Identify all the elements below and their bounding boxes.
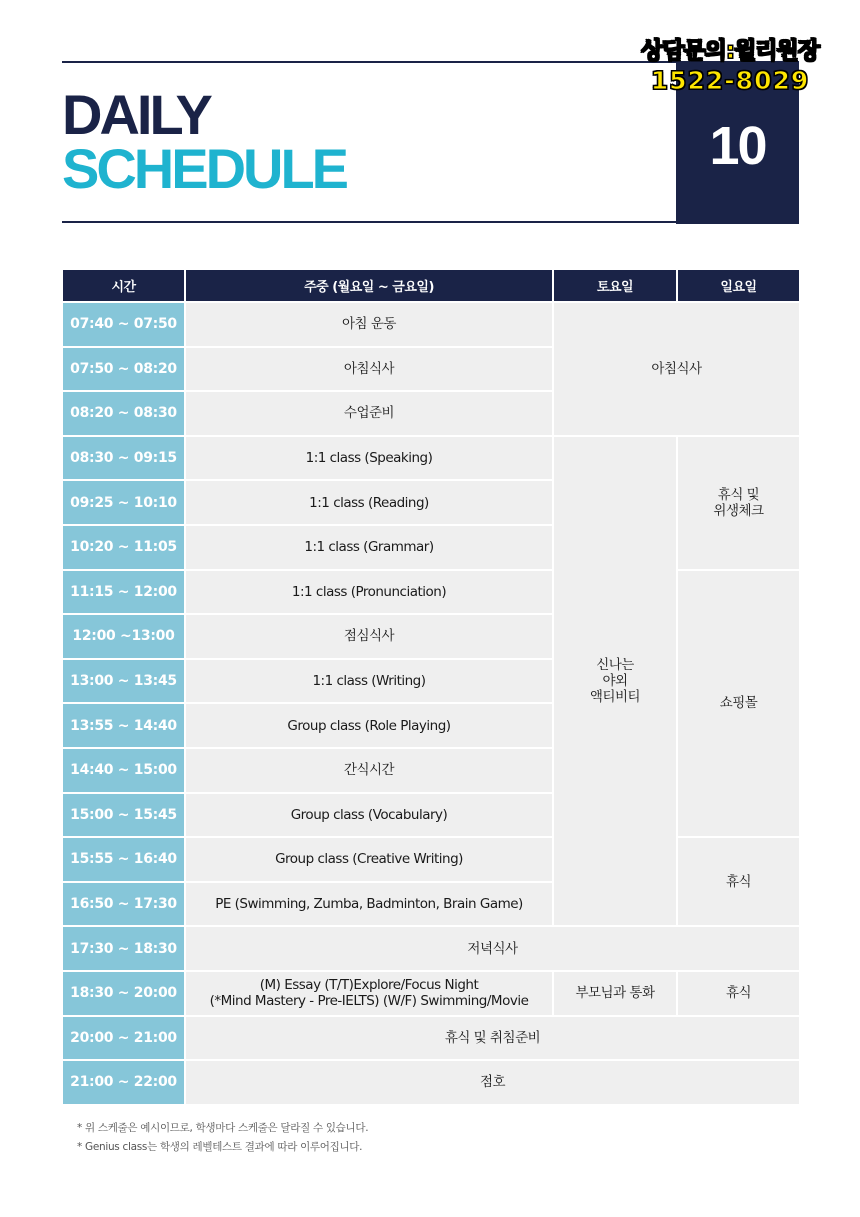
weekday-cell: 간식시간 [185,748,553,793]
table-row [62,436,800,481]
weekday-cell: 아침 운동 [185,302,553,347]
evening-sunday-cell: 휴식 [677,971,800,1016]
table-row [62,837,800,882]
time-cell: 20:00 ~ 21:00 [62,1016,185,1061]
weekday-cell: 점심식사 [185,614,553,659]
time-cell: 18:30 ~ 20:00 [62,971,185,1016]
contact-overlay [604,36,856,96]
evening-weekday-line: (*Mind Mastery - Pre-IELTS) (W/F) Swimming/Movie [209,993,529,1010]
weekday-cell: 수업준비 [185,391,553,436]
table-row [62,1016,800,1061]
time-cell: 17:30 ~ 18:30 [62,926,185,971]
evening-weekday-cell [185,971,553,1016]
footnote: * 위 스케줄은 예시이므로, 학생마다 스케줄은 달라질 수 있습니다. [77,1122,369,1134]
weekend-breakfast-cell: 아침식사 [553,302,800,436]
header-sunday: 일요일 [677,269,800,302]
weekday-cell: Group class (Vocabulary) [185,793,553,838]
page-number: 10 [709,116,766,176]
table-row [62,926,800,971]
time-cell: 21:00 ~ 22:00 [62,1060,185,1105]
time-cell: 10:20 ~ 11:05 [62,525,185,570]
saturday-activity-line: 야외 [602,673,628,690]
sunday-rest-cell: 휴식 [677,837,800,926]
header-saturday: 토요일 [553,269,677,302]
time-cell: 15:00 ~ 15:45 [62,793,185,838]
sunday-shopping-cell: 쇼핑몰 [677,570,800,838]
weekday-cell: PE (Swimming, Zumba, Badminton, Brain Game) [185,882,553,927]
sunday-rest-check-line: 휴식 및 [717,486,760,503]
dinner-cell: 저녁식사 [185,926,800,971]
roll-call-cell: 점호 [185,1060,800,1105]
evening-weekday-line: (M) Essay (T/T)Explore/Focus Night [259,977,479,994]
footnote: * Genius class는 학생의 레벨테스트 결과에 따라 이루어집니다. [77,1141,363,1153]
time-cell: 12:00 ~13:00 [62,614,185,659]
time-cell: 14:40 ~ 15:00 [62,748,185,793]
saturday-activity-line: 신나는 [596,657,634,674]
weekday-cell: 1:1 class (Writing) [185,659,553,704]
sunday-rest-check-cell [677,436,800,570]
contact-label: 상담문의:윌리원장 [641,38,819,64]
time-cell: 07:40 ~ 07:50 [62,302,185,347]
header-row [62,269,800,302]
contact-phone: 1522-8029 [650,66,810,95]
time-cell: 08:20 ~ 08:30 [62,391,185,436]
saturday-activity-line: 액티비티 [589,689,641,706]
evening-saturday-cell: 부모님과 통화 [553,971,677,1016]
weekday-cell: 1:1 class (Pronunciation) [185,570,553,615]
header-weekday: 주중 (월요일 ~ 금요일) [185,269,553,302]
bottom-rule [62,221,676,223]
saturday-activity-cell [553,436,677,927]
bedtime-prep-cell: 휴식 및 취침준비 [185,1016,800,1061]
weekday-cell: 1:1 class (Reading) [185,480,553,525]
table-row [62,1060,800,1105]
time-cell: 13:55 ~ 14:40 [62,703,185,748]
time-cell: 13:00 ~ 13:45 [62,659,185,704]
weekday-cell: 1:1 class (Grammar) [185,525,553,570]
table-row [62,302,800,347]
weekday-cell: 1:1 class (Speaking) [185,436,553,481]
time-cell: 09:25 ~ 10:10 [62,480,185,525]
table-row [62,570,800,615]
header-time: 시간 [62,269,185,302]
weekday-cell: Group class (Role Playing) [185,703,553,748]
weekday-cell: Group class (Creative Writing) [185,837,553,882]
schedule-table [61,268,801,1106]
title-line-daily: DAILY [62,83,210,146]
time-cell: 11:15 ~ 12:00 [62,570,185,615]
time-cell: 08:30 ~ 09:15 [62,436,185,481]
page-title [62,83,347,200]
weekday-cell: 아침식사 [185,347,553,392]
sunday-rest-check-line: 위생체크 [713,502,764,519]
time-cell: 16:50 ~ 17:30 [62,882,185,927]
time-cell: 15:55 ~ 16:40 [62,837,185,882]
table-row [62,971,800,1016]
title-line-schedule: SCHEDULE [62,137,347,200]
time-cell: 07:50 ~ 08:20 [62,347,185,392]
footnotes [77,1119,368,1157]
